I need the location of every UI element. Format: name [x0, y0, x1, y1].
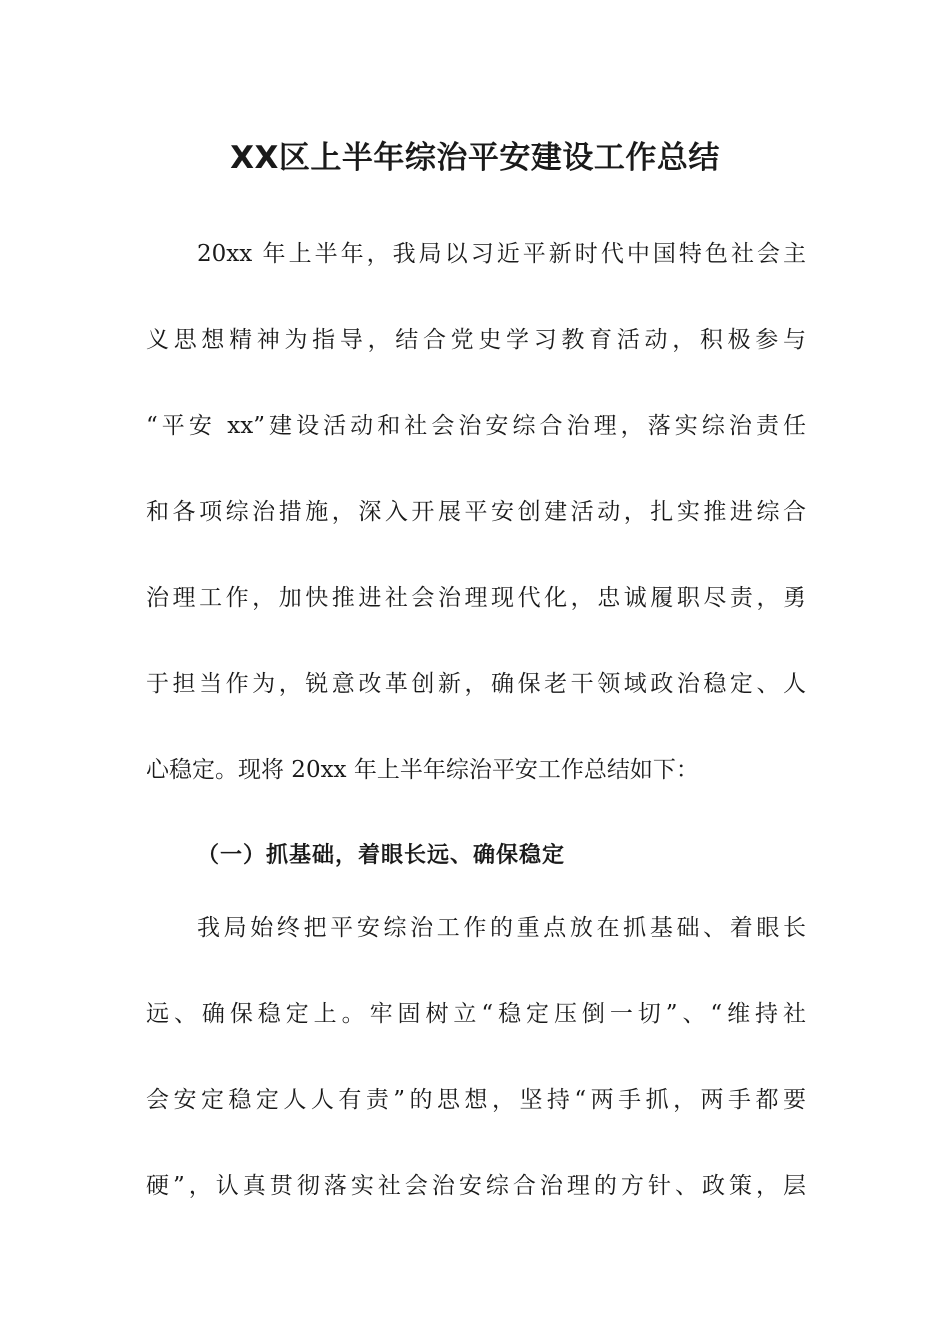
document-title: XX区上半年综治平安建设工作总结: [230, 140, 720, 176]
paragraph-1-line-7: 心稳定。现将 20xx 年上半年综治平安工作总结如下：: [146, 757, 699, 783]
paragraph-1-line-4: 和各项综治措施，深入开展平安创建活动，扎实推进综合: [146, 499, 806, 525]
section-1-heading: （一）抓基础，着眼长远、确保稳定: [197, 843, 566, 868]
paragraph-2-line-4: 硬”，认真贯彻落实社会治安综合治理的方针、政策，层: [146, 1173, 806, 1199]
paragraph-1-line-6: 于担当作为，锐意改革创新，确保老干领域政治稳定、人: [146, 671, 806, 697]
paragraph-1-line-3: “平安 xx”建设活动和社会治安综合治理，落实综治责任: [146, 413, 806, 439]
paragraph-1-line-2: 义思想精神为指导，结合党史学习教育活动，积极参与: [146, 327, 806, 353]
paragraph-2-line-2: 远、确保稳定上。牢固树立“稳定压倒一切”、“维持社: [146, 1001, 806, 1027]
paragraph-2-line-1: 我局始终把平安综治工作的重点放在抓基础、着眼长: [197, 915, 806, 941]
paragraph-1-line-1: 20xx 年上半年，我局以习近平新时代中国特色社会主: [197, 241, 806, 267]
paragraph-1-line-5: 治理工作，加快推进社会治理现代化，忠诚履职尽责，勇: [146, 585, 806, 611]
paragraph-2-line-3: 会安定稳定人人有责”的思想，坚持“两手抓，两手都要: [146, 1087, 806, 1113]
